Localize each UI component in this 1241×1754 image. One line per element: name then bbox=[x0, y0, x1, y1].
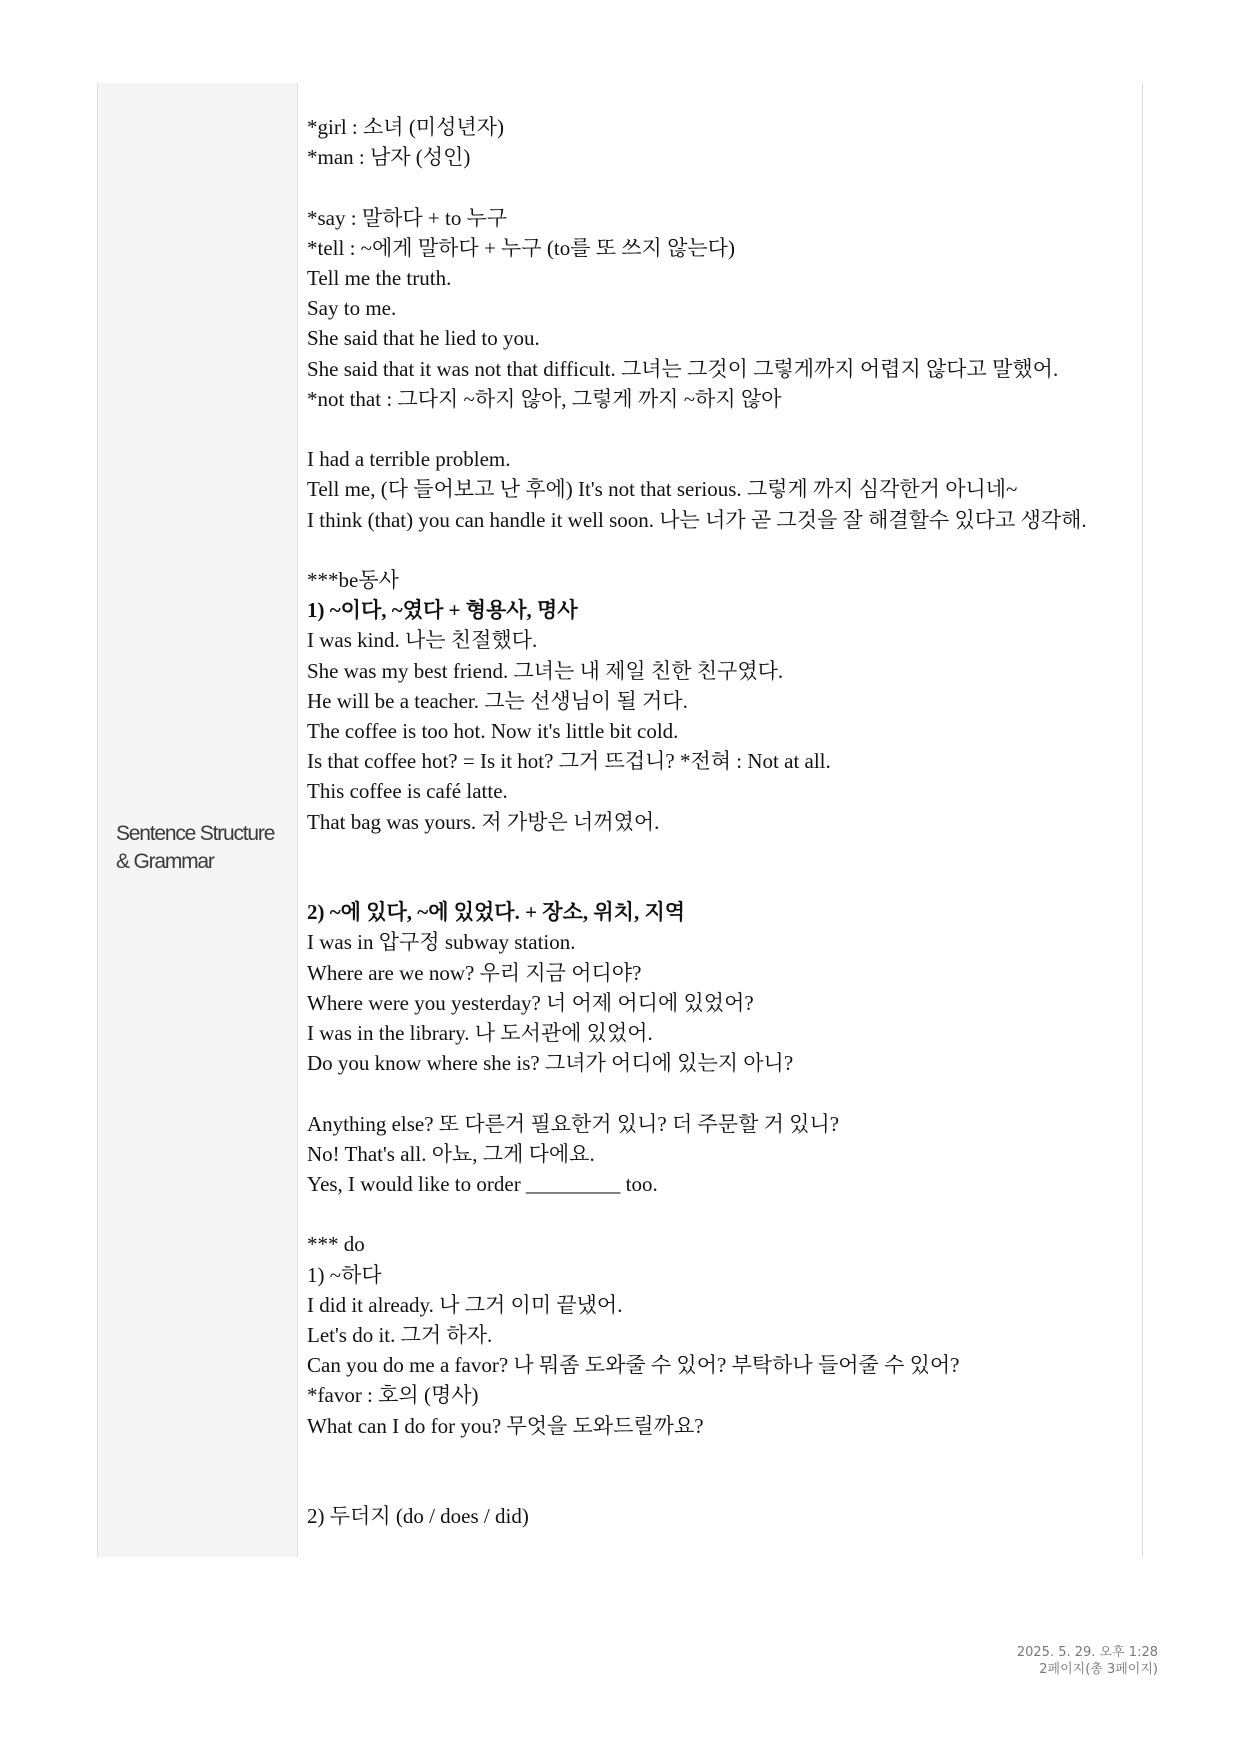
note-line bbox=[307, 1078, 1137, 1108]
notes-content bbox=[307, 112, 1137, 1531]
note-line: I had a terrible problem. bbox=[307, 447, 511, 472]
note-line: The coffee is too hot. Now it's little bit cold. bbox=[307, 719, 679, 744]
note-line: She was my best friend. 그녀는 내 제일 친한 친구였다. bbox=[307, 658, 784, 683]
note-line: Say to me. bbox=[307, 296, 397, 321]
note-line bbox=[307, 867, 1137, 897]
note-line: *girl : 소녀 (미성년자) bbox=[307, 115, 504, 139]
note-line bbox=[307, 837, 1137, 867]
note-line: She said that it was not that difficult. 그녀는 그것이 그렇게까지 어렵지 않다고 말했어. bbox=[307, 356, 1059, 381]
subsection-heading: 2) 두더지 (do / does / did) bbox=[307, 1504, 529, 1529]
note-line: I did it already. 나 그거 이미 끝냈어. bbox=[307, 1292, 623, 1317]
note-line: *tell : ~에게 말하다 + 누구 (to를 또 쓰지 않는다) bbox=[307, 235, 735, 260]
note-line: No! That's all. 아뇨, 그게 다에요. bbox=[307, 1141, 595, 1166]
note-line: Do you know where she is? 그녀가 어디에 있는지 아니? bbox=[307, 1051, 794, 1076]
category-label-line-2: & Grammar bbox=[116, 850, 214, 873]
note-line bbox=[307, 414, 1137, 444]
note-line: What can I do for you? 무엇을 도와드릴까요? bbox=[307, 1413, 704, 1438]
page-info: 2페이지(총 3페이지) bbox=[1039, 1662, 1158, 1677]
category-label bbox=[116, 820, 294, 876]
note-line: Is that coffee hot? = Is it hot? 그거 뜨겁니? *전혀 : Not at all. bbox=[307, 749, 831, 774]
note-line: Let's do it. 그거 하자. bbox=[307, 1323, 493, 1348]
subsection-heading: 1) ~이다, ~였다 + 형용사, 명사 bbox=[307, 598, 578, 623]
category-label-line-1: Sentence Structure bbox=[116, 822, 275, 845]
note-line bbox=[307, 1441, 1137, 1471]
note-line: He will be a teacher. 그는 선생님이 될 거다. bbox=[307, 688, 688, 713]
note-line bbox=[307, 172, 1137, 202]
document-table bbox=[97, 83, 1143, 1557]
note-line: I was in the library. 나 도서관에 있었어. bbox=[307, 1021, 653, 1046]
note-line: *say : 말하다 + to 누구 bbox=[307, 205, 508, 230]
note-line: *not that : 그다지 ~하지 않아, 그렇게 까지 ~하지 않아 bbox=[307, 386, 782, 411]
note-line: Yes, I would like to order _________ too. bbox=[307, 1172, 658, 1197]
note-line: I think (that) you can handle it well soon. 나는 너가 곧 그것을 잘 해결할수 있다고 생각해. bbox=[307, 507, 1087, 532]
note-line: I was in 압구정 subway station. bbox=[307, 930, 576, 955]
note-line: I was kind. 나는 친절했다. bbox=[307, 628, 538, 653]
section-heading: ***be동사 bbox=[307, 568, 399, 592]
print-datetime: 2025. 5. 29. 오후 1:28 bbox=[1016, 1645, 1158, 1660]
note-line: Where are we now? 우리 지금 어디야? bbox=[307, 960, 642, 985]
note-line: *man : 남자 (성인) bbox=[307, 145, 471, 170]
note-line: Tell me the truth. bbox=[307, 266, 452, 290]
note-line: Anything else? 또 다른거 필요한거 있니? 더 주문할 거 있니? bbox=[307, 1111, 840, 1136]
note-line: This coffee is café latte. bbox=[307, 779, 508, 804]
subsection-heading: 1) ~하다 bbox=[307, 1262, 382, 1287]
note-line: That bag was yours. 저 가방은 너꺼였어. bbox=[307, 809, 660, 834]
note-line bbox=[307, 1199, 1137, 1229]
subsection-heading: 2) ~에 있다, ~에 있었다. + 장소, 위치, 지역 bbox=[307, 900, 686, 925]
print-footer bbox=[1017, 1644, 1158, 1678]
note-line: She said that he lied to you. bbox=[307, 326, 540, 351]
note-line bbox=[307, 1471, 1137, 1501]
note-line bbox=[307, 535, 1137, 565]
category-cell bbox=[98, 83, 298, 1557]
note-line: *favor : 호의 (명사) bbox=[307, 1383, 479, 1408]
note-line: Where were you yesterday? 너 어제 어디에 있었어? bbox=[307, 990, 754, 1015]
note-line: Tell me, (다 들어보고 난 후에) It's not that serious. 그렇게 까지 심각한거 아니네~ bbox=[307, 477, 1018, 502]
note-line: Can you do me a favor? 나 뭐좀 도와줄 수 있어? 부탁하나 들어줄 수 있어? bbox=[307, 1353, 960, 1378]
section-heading: *** do bbox=[307, 1232, 365, 1257]
